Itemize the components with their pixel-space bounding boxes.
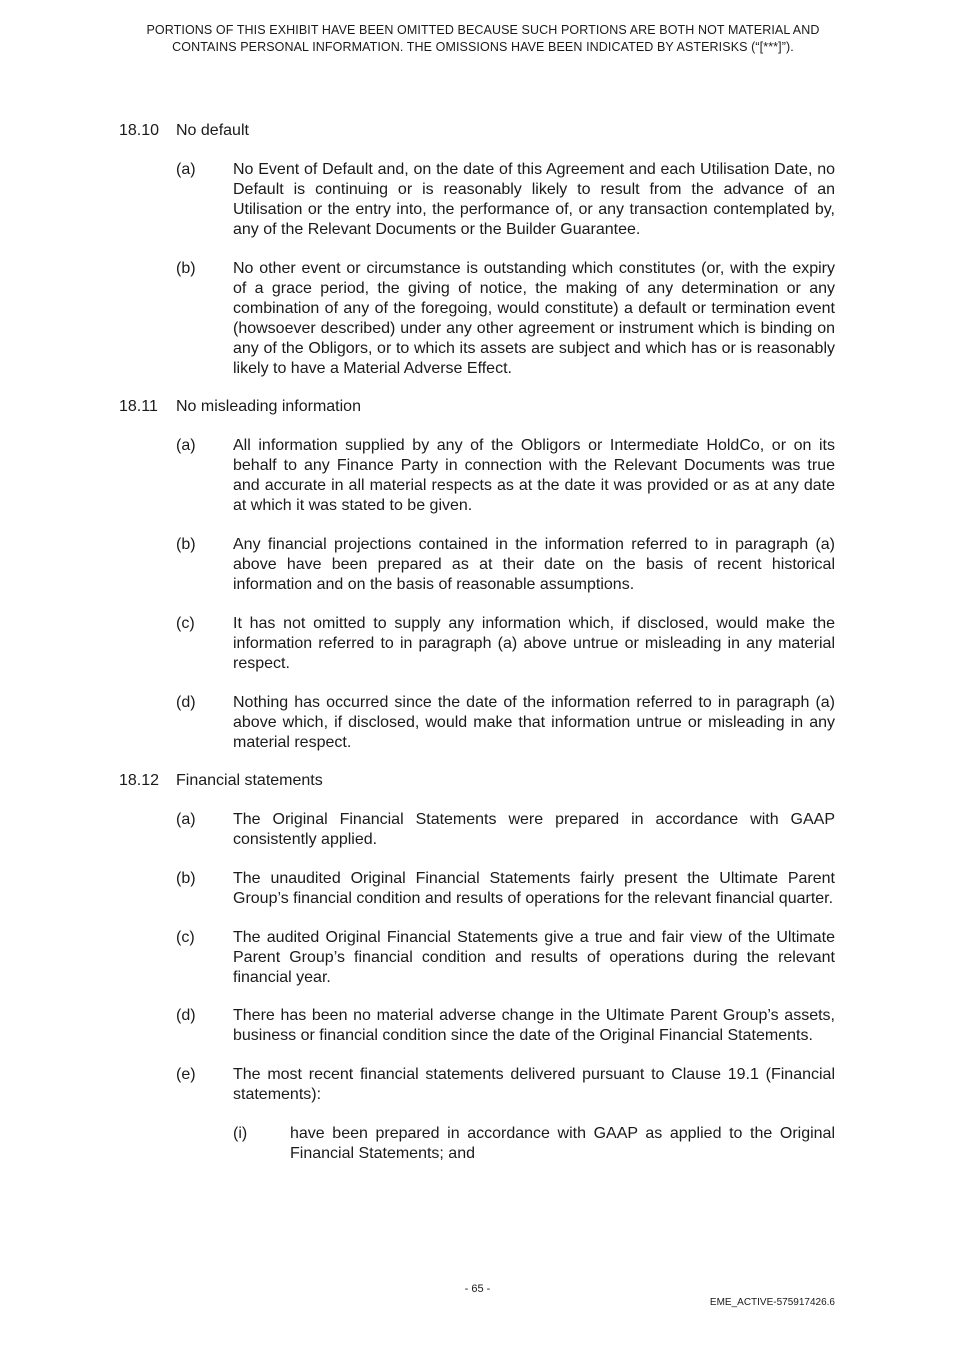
clause-label: (a) [176,437,196,454]
section-number: 18.11 [119,398,158,415]
confidentiality-header [118,22,848,56]
clause-label: (b) [176,536,196,553]
clause-text: It has not omitted to supply any information which, if disclosed, would make the information referred to in paragraph (a) above untrue or misleading in any material respect. [233,615,835,672]
clause-text: The Original Financial Statements were prepared in accordance with GAAP consistently applied. [233,811,835,848]
subclause-text: have been prepared in accordance with GAAP as applied to the Original Financial Statements; and [290,1125,835,1162]
clause-18-11-b [176,535,835,595]
clause-18-10-b [176,259,835,379]
clause-18-11-a [176,436,835,516]
clause-text: The audited Original Financial Statements give a true and fair view of the Ultimate Parent Group’s financial condition and results of operations during the relevant financial year. [233,929,835,986]
clause-label: (c) [176,615,195,632]
section-title: No default [176,122,249,139]
clause-18-12-e-i [233,1124,835,1164]
clause-text: There has been no material adverse change in the Ultimate Parent Group’s assets, business or financial condition since the date of the Original Financial Statements. [233,1007,835,1044]
clause-label: (a) [176,811,196,828]
clause-text: Any financial projections contained in the information referred to in paragraph (a) above have been prepared as at their date on the basis of recent historical information and on the basis of reasonable assumptions. [233,536,835,593]
clause-label: (a) [176,161,196,178]
clause-text: Nothing has occurred since the date of the information referred to in paragraph (a) above which, if disclosed, would make that information untrue or misleading in any material respect. [233,694,835,751]
clause-18-12-d [176,1006,835,1046]
clause-label: (b) [176,870,196,887]
subclause-label: (i) [233,1125,248,1142]
section-number: 18.10 [119,122,160,139]
clause-label: (c) [176,929,195,946]
clause-text: No other event or circumstance is outstanding which constitutes (or, with the expiry of a grace period, the giving of notice, the making of any determination or any combination of any of the foregoing, would constitute) a default or termination event (howsoever described) under any other agreement or instrument which is binding on any of the Obligors, or to which its assets are subject and which has or is reasonably likely to have a Material Adverse Effect. [233,260,835,377]
section-heading-18-12 [119,771,323,791]
section-title: Financial statements [176,772,323,789]
clause-label: (d) [176,694,196,711]
clause-18-10-a [176,160,835,240]
clause-18-12-a [176,810,835,850]
section-heading-18-11 [119,397,361,417]
section-number: 18.12 [119,772,160,789]
section-title: No misleading information [176,398,361,415]
clause-label: (b) [176,260,196,277]
clause-label: (d) [176,1007,196,1024]
clause-18-11-c [176,614,835,674]
clause-18-12-e [176,1065,835,1105]
clause-18-12-b [176,869,835,909]
clause-text: The most recent financial statements delivered pursuant to Clause 19.1 (Financial statements): [233,1066,835,1103]
header-line-1: PORTIONS OF THIS EXHIBIT HAVE BEEN OMITTED BECAUSE SUCH PORTIONS ARE BOTH NOT MATERIAL AND [146,23,820,37]
clause-label: (e) [176,1066,196,1083]
page-number: - 65 - [464,1283,491,1295]
clause-text: No Event of Default and, on the date of this Agreement and each Utilisation Date, no Default is continuing or is reasonably likely to result from the advance of an Utilisation or the entry into, the performance of, or any transaction contemplated by, any of the Relevant Documents or the Builder Guarantee. [233,161,835,238]
clause-18-12-c [176,928,835,988]
clause-text: All information supplied by any of the Obligors or Intermediate HoldCo, or on its behalf to any Finance Party in connection with the Relevant Documents was true and accurate in all material respects as at the date it was provided or as at any date at which it was stated to be given. [233,437,835,514]
clause-18-11-d [176,693,835,753]
header-line-2: CONTAINS PERSONAL INFORMATION. THE OMISSIONS HAVE BEEN INDICATED BY ASTERISKS (“[***]”). [172,40,794,54]
clause-text: The unaudited Original Financial Statements fairly present the Ultimate Parent Group’s financial condition and results of operations for the relevant financial quarter. [233,870,835,907]
document-reference: EME_ACTIVE-575917426.6 [709,1297,835,1308]
section-heading-18-10 [119,121,249,141]
